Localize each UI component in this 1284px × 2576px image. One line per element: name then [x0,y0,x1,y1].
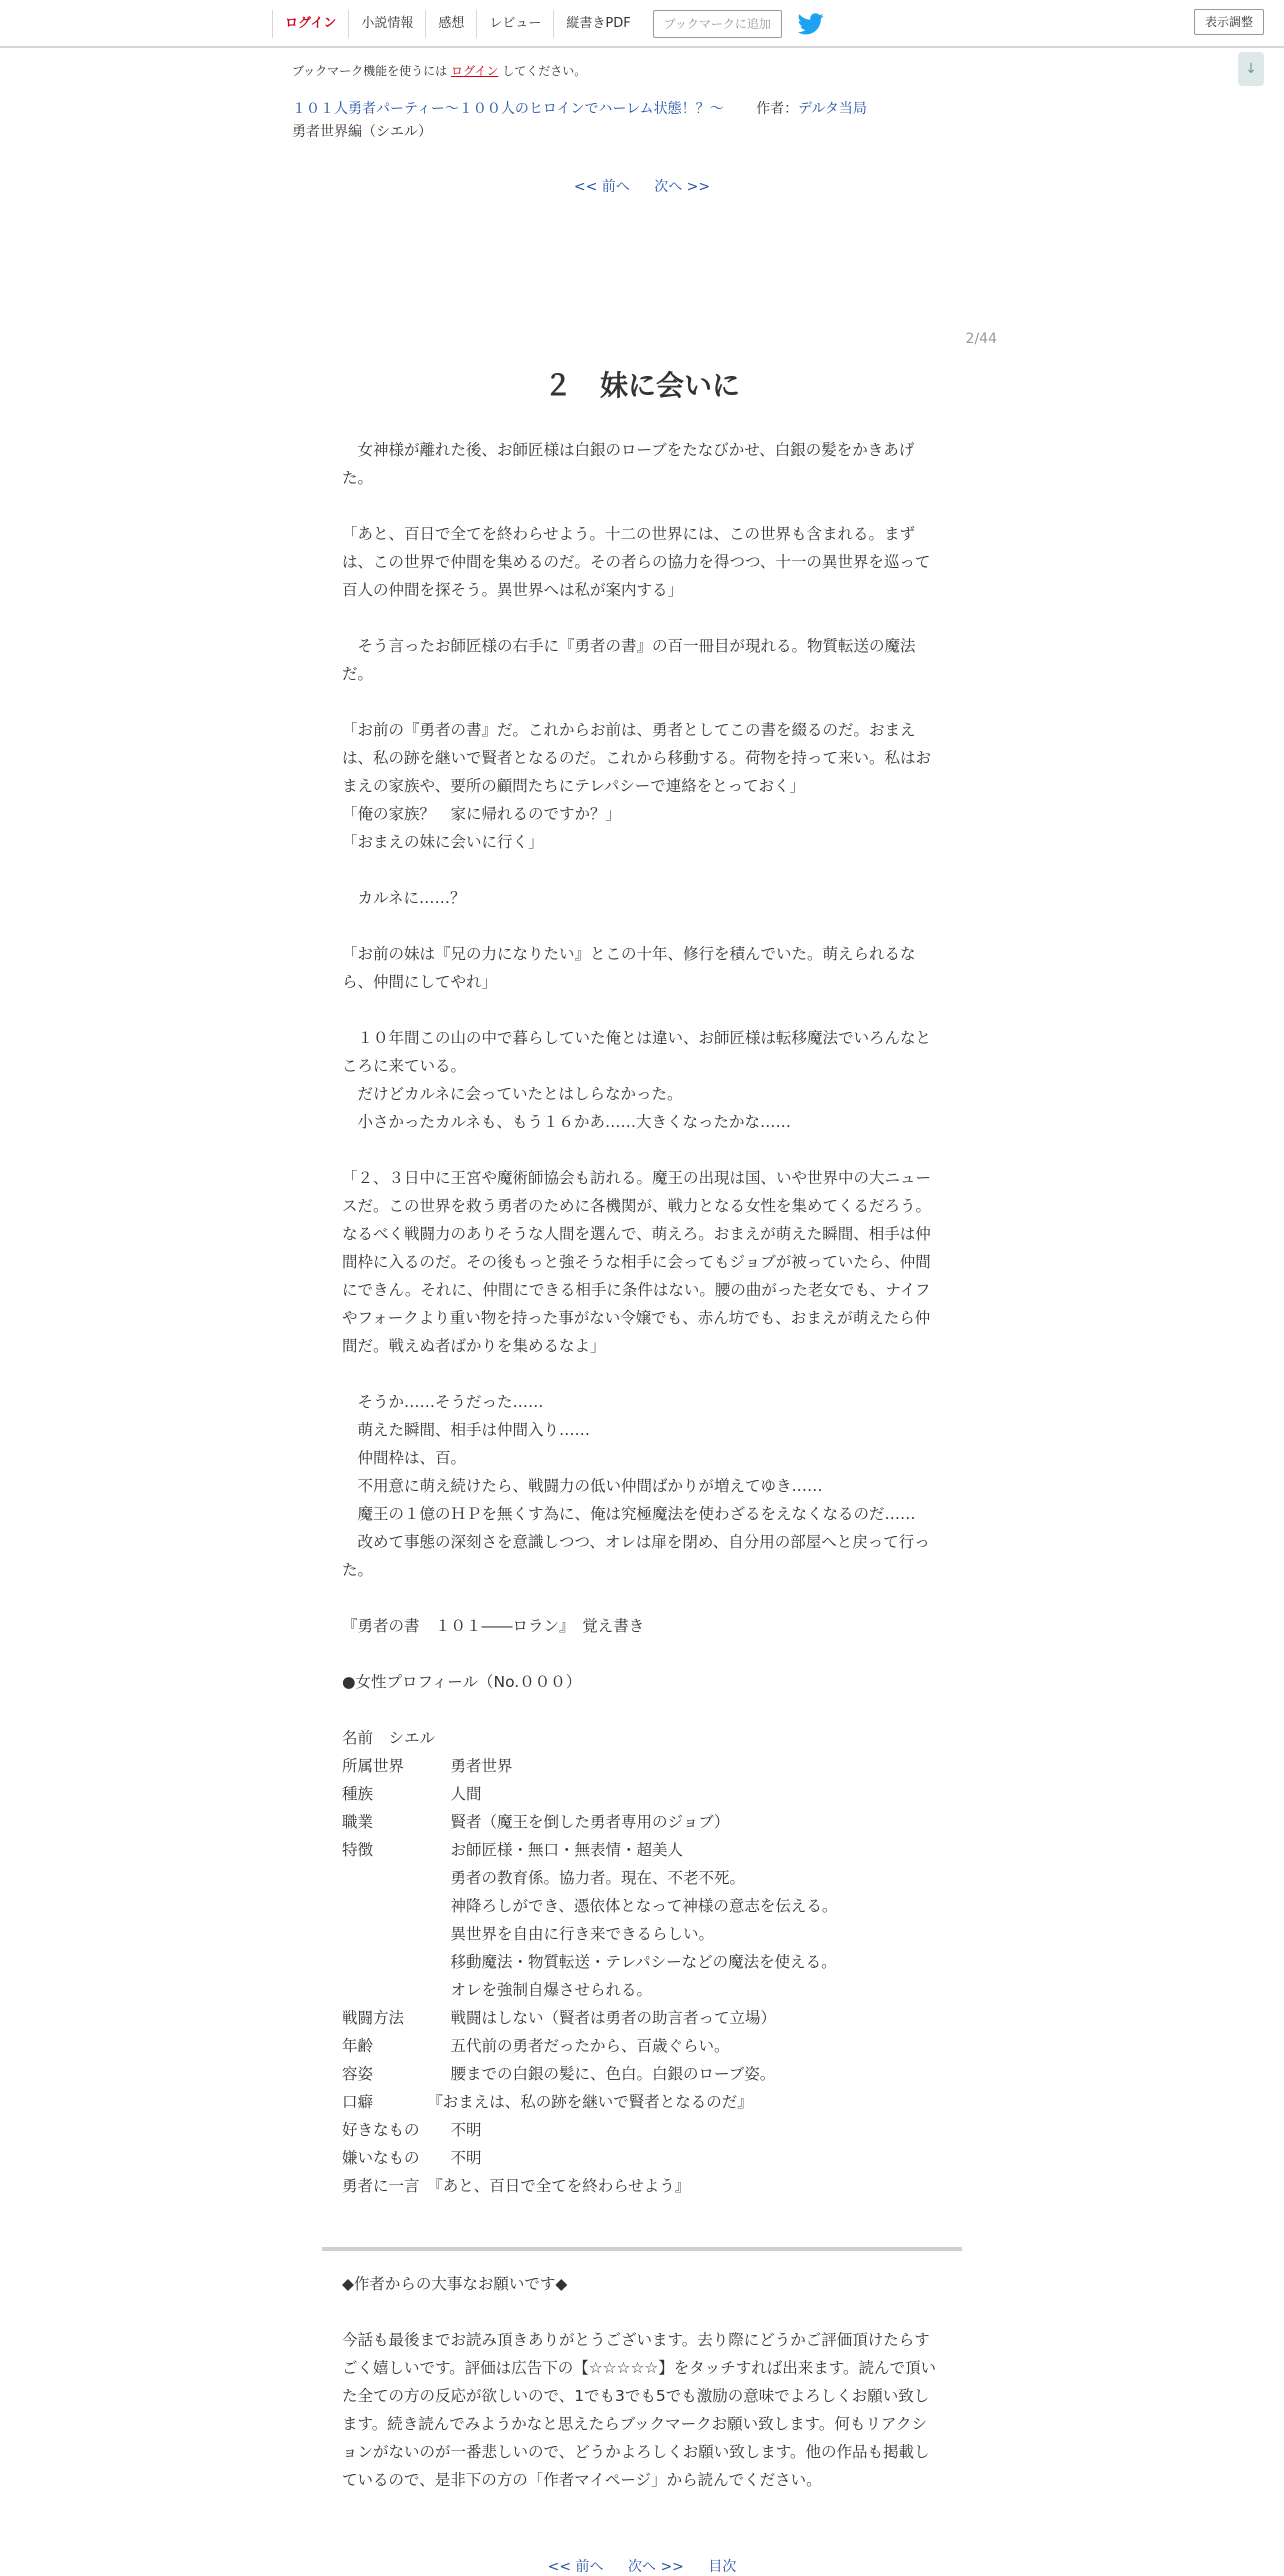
body-line [342,1640,942,1668]
body-line: 神降ろしができ、憑依体となって神様の意志を伝える。 [342,1897,838,1915]
body-line: 特徴 お師匠様・無口・無表情・超美人 [342,1841,684,1859]
body-line: 嫌いなもの 不明 [342,2149,482,2167]
body-line: ●女性プロフィール（No.０００） [342,1673,582,1691]
body-line: 「あと、百日で全てを終わらせよう。十二の世界には、この世界も含まれる。まずは、この世界で仲間を集めるのだ。その者らの協力を得つつ、十一の異世界を巡って百人の仲間を探そう。異世界へは私が案内する」 [342,525,931,599]
body-line: 勇者に一言 『あと、百日で全てを終わらせよう』 [342,2177,691,2195]
prev-page-link[interactable]: << 前へ [573,179,630,195]
body-line: そう言ったお師匠様の右手に『勇者の書』の百一冊目が現れる。物質転送の魔法だ。 [342,637,916,683]
body-line [342,604,942,632]
body-line [342,1360,942,1388]
afterword-line: ◆作者からの大事なお願いです◆ [342,2275,568,2293]
series-info [292,98,867,118]
body-line: カルネに……？ [342,889,466,907]
bookmark-notice-text: ブックマーク機能を使うには [292,64,451,78]
body-line: 勇者の教育係。協力者。現在、不老不死。 [342,1869,746,1887]
author-label: 作者： [756,101,799,117]
body-line: 職業 賢者（魔王を倒した勇者専用のジョブ） [342,1813,730,1831]
body-line [342,492,942,520]
display-settings-button[interactable]: 表示調整 [1194,9,1264,35]
impressions-link[interactable]: 感想 [425,10,476,38]
body-line: 不用意に萌え続けたら、戦闘力の低い仲間ばかりが増えてゆき…… [342,1477,823,1495]
next-page-link[interactable]: 次へ >> [654,179,711,195]
body-line: 名前 シエル [342,1729,436,1747]
pager-bottom [0,2556,1284,2576]
episode-title: ２ 妹に会いに [543,369,740,402]
body-line [342,688,942,716]
body-line: 「２、３日中に王宮や魔術師協会も訪れる。魔王の出現は国、いや世界中の大ニュースだ。この世界を救う勇者のために各機関が、戦力となる女性を集めてくるだろう。なるべく戦闘力のありそうな人間を選んで、萌えろ。おまえが萌えた瞬間、相手は仲間枠に入るのだ。その後もっと強そうな相手に会ってもジョブが被っていたら、仲間にできん。それに、仲間にできる相手に条件はない。腰の曲がった老女でも、ナイフやフォークより重い物を持った事がない令嬢でも、赤ん坊でも、おまえが萌えたら仲間だ。戦えぬ者ばかりを集めるなよ」 [342,1169,932,1355]
page-number: 2/44 [965,331,997,347]
review-link[interactable]: レビュー [476,10,553,38]
twitter-icon[interactable] [798,12,826,36]
body-line [342,1584,942,1612]
novel-info-link[interactable]: 小説情報 [348,10,425,38]
chapter-group-title: 勇者世界編（シエル） [292,124,432,140]
nav-menu [272,8,826,40]
bookmark-notice [292,62,586,79]
bookmark-notice-text-end: してください。 [498,64,587,78]
body-line [342,856,942,884]
afterword [342,2270,942,2494]
vertical-pdf-link[interactable]: 縦書きPDF [553,10,642,38]
afterword-line: 今話も最後までお読み頂きありがとうございます。去り際にどうかご評価頂けたらすごく嬉しいです。評価は広告下の【☆☆☆☆☆】をタッチすれば出来ます。読んで頂いた全ての方の反応が欲しいので、1でも3でも5でも激励の意味でよろしくお願い致します。続き読んでみようかなと思えたらブックマークお願い致します。何もリアクションがないのが一番悲しいので、どうかよろしくお願い致します。他の作品も掲載しているので、是非下の方の「作者マイページ」から読んでください。 [342,2331,937,2489]
body-line [342,996,942,1024]
body-line: 容姿 腰までの白銀の髪に、色白。白銀のローブ姿。 [342,2065,776,2083]
body-line: 「おまえの妹に会いに行く」 [342,833,544,851]
body-line: 好きなもの 不明 [342,2121,482,2139]
scroll-down-arrow-icon[interactable]: ↓ [1238,52,1264,86]
body-line [342,912,942,940]
bookmark-notice-login-link[interactable]: ログイン [450,64,499,78]
body-line: 異世界を自由に行き来できるらしい。 [342,1925,715,1943]
body-line: 小さかったカルネも、もう１６かあ……大きくなったかな…… [342,1113,792,1131]
body-line: 「俺の家族？ 家に帰れるのですか？」 [342,805,622,823]
body-line: 「お前の『勇者の書』だ。これからお前は、勇者としてこの書を綴るのだ。おまえは、私の跡を継いで賢者となるのだ。これから移動する。荷物を持って来い。私はおまえの家族や、要所の顧問たちにテレパシーで連絡をとっておく」 [342,721,932,795]
novel-body [342,436,942,2200]
body-line: 戦闘方法 戦闘はしない（賢者は勇者の助言者って立場） [342,2009,777,2027]
body-line: だけどカルネに会っていたとはしらなかった。 [342,1085,683,1103]
prev-page-link-bottom[interactable]: << 前へ [547,2559,604,2575]
body-line [342,1696,942,1724]
login-link[interactable]: ログイン [272,10,348,38]
pager-top [0,176,1284,196]
body-line: 種族 人間 [342,1785,482,1803]
body-line [342,1136,942,1164]
body-line: 「お前の妹は『兄の力になりたい』とこの十年、修行を積んでいた。萌えられるなら、仲間にしてやれ」 [342,945,916,991]
body-line: そうか……そうだった…… [342,1393,544,1411]
afterword-line [342,2298,942,2326]
body-line: １０年間この山の中で暮らしていた俺とは違い、お師匠様は転移魔法でいろんなところに来ている。 [342,1029,932,1075]
afterword-divider [322,2247,962,2251]
body-line: 女神様が離れた後、お師匠様は白銀のローブをたなびかせ、白銀の髪をかきあげた。 [342,441,915,487]
series-title-link[interactable]: １０１人勇者パーティー〜１００人のヒロインでハーレム状態！？〜 [292,101,724,117]
table-of-contents-link[interactable]: 目次 [708,2559,737,2575]
body-line: 年齢 五代前の勇者だったから、百歳ぐらい。 [342,2037,730,2055]
author-link[interactable]: デルタ当局 [798,101,867,117]
body-line: 改めて事態の深刻さを意識しつつ、オレは扉を閉め、自分用の部屋へと戻って行った。 [342,1533,930,1579]
body-line: 所属世界 勇者世界 [342,1757,513,1775]
next-page-link-bottom[interactable]: 次へ >> [628,2559,684,2575]
body-line: 萌えた瞬間、相手は仲間入り…… [342,1421,591,1439]
top-navigation-bar [0,0,1284,48]
body-line: オレを強制自爆させられる。 [342,1981,653,1999]
body-line: 口癖 『おまえは、私の跡を継いで賢者となるのだ』 [342,2093,753,2111]
body-line: 移動魔法・物質転送・テレパシーなどの魔法を使える。 [342,1953,837,1971]
body-line: 『勇者の書 １０１――ロラン』 覚え書き [342,1617,645,1635]
add-bookmark-button[interactable]: ブックマークに追加 [653,10,782,38]
body-line: 仲間枠は、百。 [342,1449,467,1467]
body-line: 魔王の１億のＨＰを無くす為に、俺は究極魔法を使わざるをえなくなるのだ…… [342,1505,916,1523]
